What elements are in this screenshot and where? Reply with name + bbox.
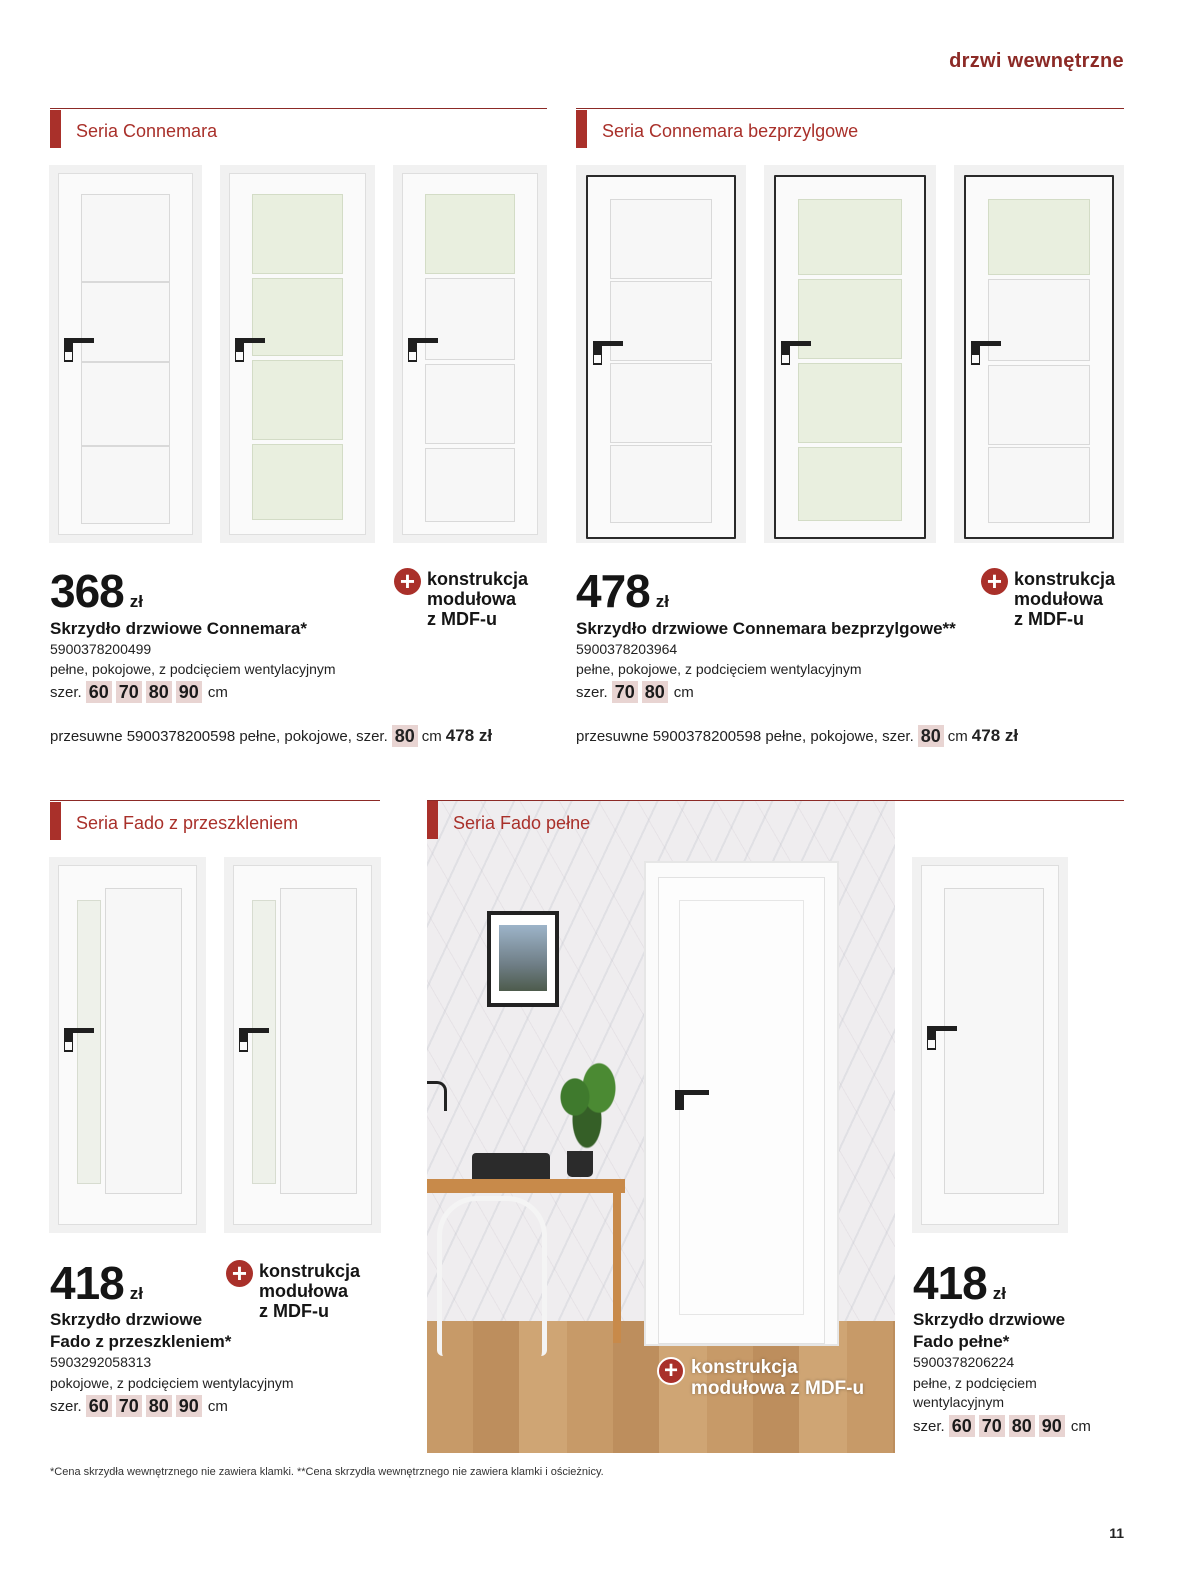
- door-image-fado-glass-1: [49, 857, 206, 1233]
- size-chip: 70: [979, 1415, 1005, 1437]
- door-handle-icon: [781, 341, 813, 367]
- door-handle-icon: [64, 1028, 96, 1054]
- chair: [437, 1196, 547, 1356]
- section-accent-bar: [50, 802, 61, 840]
- door-image-connemara-glass-top: [393, 165, 547, 543]
- size-chip: 80: [1009, 1415, 1035, 1437]
- product-ean-fado-glass: 5903292058313: [50, 1354, 152, 1370]
- section-accent-bar: [50, 110, 61, 148]
- sizes-connemara: szer. 60 70 80 90 cm: [50, 682, 228, 702]
- size-chip: 60: [86, 681, 112, 703]
- page-number: 11: [1109, 1525, 1124, 1541]
- section-title: Seria Connemara bezprzylgowe: [602, 121, 859, 141]
- sliding-variant-connemara: przesuwne 5900378200598 pełne, pokojowe, szer. 80 cm 478 zł: [50, 726, 493, 746]
- size-chip: 80: [642, 681, 668, 703]
- plus-icon: +: [981, 568, 1008, 595]
- plant: [557, 1061, 617, 1151]
- sizes-fado-full: szer. 60 70 80 90 cm: [913, 1416, 1091, 1436]
- product-ean-fado-full: 5900378206224: [913, 1354, 1015, 1370]
- door-image-connemara-bez-glass: [764, 165, 936, 543]
- room-photo: [427, 801, 895, 1453]
- section-header-connemara: [50, 108, 547, 148]
- door-image-fado-full: [912, 857, 1068, 1233]
- size-chip: 90: [1039, 1415, 1065, 1437]
- product-ean-connemara: 5900378200499: [50, 641, 152, 657]
- typewriter: [472, 1153, 550, 1179]
- door-handle-icon: [239, 1028, 271, 1054]
- product-desc-fado-glass: pokojowe, z podcięciem wentylacyjnym: [50, 1375, 294, 1391]
- section-header-fado-glass: [50, 800, 380, 840]
- price-fado-full: 418 zł: [913, 1257, 1006, 1309]
- size-chip: 60: [86, 1395, 112, 1417]
- product-desc-connemara: pełne, pokojowe, z podcięciem wentylacyjnym: [50, 661, 336, 677]
- mdf-badge-connemara-bezprzylgowe: + konstrukcja modułowa z MDF-u: [981, 569, 1115, 629]
- size-chip: 70: [116, 681, 142, 703]
- door-handle-icon: [927, 1026, 959, 1052]
- plus-icon: +: [226, 1260, 253, 1287]
- product-ean-connemara-bezprzylgowe: 5900378203964: [576, 641, 678, 657]
- section-title: Seria Fado pełne: [453, 813, 591, 833]
- product-name-connemara-bezprzylgowe: Skrzydło drzwiowe Connemara bezprzylgowe**: [576, 619, 956, 638]
- size-chip: 70: [612, 681, 638, 703]
- product-name-fado-full: Skrzydło drzwiowe Fado pełne*: [913, 1310, 1066, 1351]
- section-header-connemara-bezprzylgowe: [576, 108, 1124, 148]
- plus-icon: +: [394, 568, 421, 595]
- size-chip: 70: [116, 1395, 142, 1417]
- price-connemara-bezprzylgowe: 478 zł: [576, 565, 669, 617]
- mdf-badge-photo: + konstrukcja modułowa z MDF-u: [657, 1357, 864, 1399]
- door-image-connemara-bez-glass-top: [954, 165, 1124, 543]
- door-handle-icon: [971, 341, 1003, 367]
- door-image-fado-glass-2: [224, 857, 381, 1233]
- size-chip: 60: [949, 1415, 975, 1437]
- size-chip: 80: [146, 1395, 172, 1417]
- section-accent-bar: [427, 801, 438, 839]
- product-desc-fado-full: pełne, z podcięciem wentylacyjnym: [913, 1375, 1037, 1410]
- size-chip: 90: [176, 681, 202, 703]
- room-door: [644, 861, 839, 1346]
- door-image-connemara-bez-solid: [576, 165, 746, 543]
- sliding-variant-connemara-bezprzylgowe: przesuwne 5900378200598 pełne, pokojowe, szer. 80 cm 478 zł: [576, 726, 1019, 746]
- door-handle-icon: [593, 341, 625, 367]
- footnote: *Cena skrzydła wewnętrznego nie zawiera klamki. **Cena skrzydła wewnętrznego nie zawiera klamki i ościeżnicy.: [50, 1466, 604, 1478]
- door-handle-icon: [64, 338, 96, 364]
- mdf-badge-connemara: + konstrukcja modułowa z MDF-u: [394, 569, 528, 629]
- sizes-fado-glass: szer. 60 70 80 90 cm: [50, 1396, 228, 1416]
- product-name-connemara: Skrzydło drzwiowe Connemara*: [50, 619, 307, 638]
- product-desc-connemara-bezprzylgowe: pełne, pokojowe, z podcięciem wentylacyjnym: [576, 661, 862, 677]
- section-title: Seria Fado z przeszkleniem: [76, 813, 299, 833]
- plus-icon: +: [657, 1357, 685, 1385]
- section-accent-bar: [576, 110, 587, 148]
- sizes-connemara-bezprzylgowe: szer. 70 80 cm: [576, 682, 694, 702]
- door-handle-icon: [408, 338, 440, 364]
- section-title: Seria Connemara: [76, 121, 218, 141]
- mdf-badge-fado-glass: + konstrukcja modułowa z MDF-u: [226, 1261, 360, 1321]
- size-chip: 90: [176, 1395, 202, 1417]
- door-handle-icon: [235, 338, 267, 364]
- door-handle-icon: [675, 1090, 709, 1112]
- wall-lamp: [427, 1081, 447, 1111]
- size-chip: 80: [146, 681, 172, 703]
- price-fado-glass: 418 zł: [50, 1257, 143, 1309]
- price-connemara: 368 zł: [50, 565, 143, 617]
- wall-picture: [487, 911, 559, 1007]
- desk: [427, 1179, 625, 1193]
- door-image-connemara-solid: [49, 165, 202, 543]
- product-name-fado-glass: Skrzydło drzwiowe Fado z przeszkleniem*: [50, 1310, 232, 1351]
- page-header: drzwi wewnętrzne: [949, 50, 1124, 72]
- size-chip: 80: [392, 725, 418, 747]
- size-chip: 80: [918, 725, 944, 747]
- door-image-connemara-glass: [220, 165, 375, 543]
